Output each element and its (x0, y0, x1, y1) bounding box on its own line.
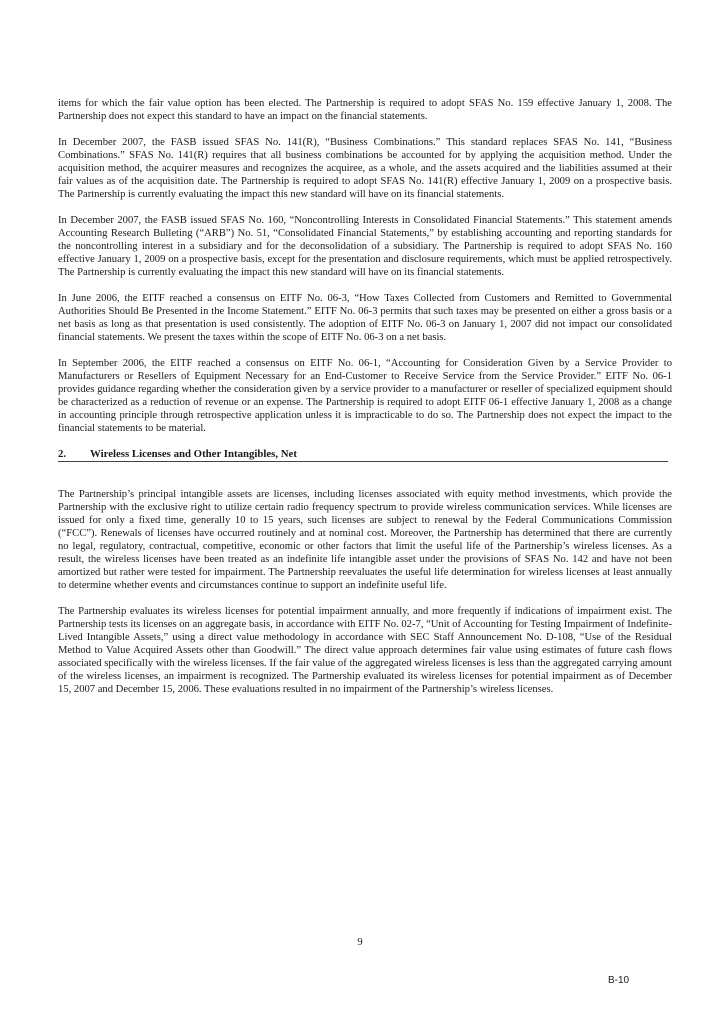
paragraph-fair-value-option: items for which the fair value option has been elected. The Partnership is required to adopt SFAS No. 159 effective January 1, 2008. The Partnership does not expect this standard to have an impact on the financial statements. (58, 98, 672, 122)
page-number: 9 (357, 937, 363, 948)
section-title: Wireless Licenses and Other Intangibles, Net (90, 448, 297, 460)
exhibit-reference: B-10 (608, 975, 630, 986)
section-number: 2. (58, 448, 67, 460)
paragraph-sfas-160: In December 2007, the FASB issued SFAS No. 160, “Noncontrolling Interests in Consolidated Financial Statements.” This statement amends Accounting Research Bulleting (“ARB”) No. 51, “Consolidated Financial Statements,” by establishing accounting and reporting standards for the noncontrolling interest in a subsidiary and for the deconsolidation of a subsidiary. The Partnership is required to adopt SFAS No. 160 effective January 1, 2009 on a prospective basis, except for the presentation and disclosure requirements, which must be applied retrospectively. The Partnership is currently evaluating the impact this new standard will have on its financial statements. (58, 215, 672, 278)
section-heading (58, 448, 668, 462)
paragraph-sfas-141r: In December 2007, the FASB issued SFAS No. 141(R), “Business Combinations.” This standard replaces SFAS No. 141, “Business Combinations.” SFAS No. 141(R) requires that all business combinations be accounted for by applying the acquisition method. Under the acquisition method, the acquirer measures and recognizes the acquiree, as a whole, and the assets acquired and the liabilities assumed at their fair values as of the acquisition date. The Partnership is required to adopt SFAS No. 141(R) effective January 1, 2009 on a prospective basis. The Partnership is currently evaluating the impact this new standard will have on its financial statements. (58, 137, 672, 200)
paragraph-eitf-06-1: In September 2006, the EITF reached a consensus on EITF No. 06-1, “Accounting for Consideration Given by a Service Provider to Manufacturers or Resellers of Equipment Necessary for an End-Customer to Receive Service from the Service Provider.” EITF No. 06-1 provides guidance regarding whether the consideration given by a service provider to a manufacturer or reseller of specialized equipment should be characterized as a reduction of revenue or an expense. The Partnership is required to adopt EITF 06-1 effective January 1, 2008 as a change in accounting principle through retrospective application unless it is impracticable to do so. The Partnership does not expect the impact to the financial statements to be material. (58, 358, 672, 434)
paragraph-impairment-evaluation: The Partnership evaluates its wireless licenses for potential impairment annually, and more frequently if indications of impairment exist. The Partnership tests its licenses on an aggregate basis, in accordance with EITF No. 02-7, “Unit of Accounting for Testing Impairment of Indefinite-Lived Intangible Assets,” using a direct value methodology in accordance with SEC Staff Announcement No. D-108, “Use of the Residual Method to Value Acquired Assets other than Goodwill.” The direct value approach determines fair value using estimates of future cash flows associated specifically with the wireless licenses. If the fair value of the aggregated wireless licenses is less than the aggregated carrying amount of the wireless licenses, an impairment is recognized. The Partnership evaluated its wireless licenses for potential impairment as of December 15, 2007 and December 15, 2006. These evaluations resulted in no impairment of the Partnership’s wireless licenses. (58, 606, 672, 695)
document-body (58, 97, 672, 709)
paragraph-intangible-assets: The Partnership’s principal intangible assets are licenses, including licenses associated with equity method investments, which provide the Partnership with the exclusive right to utilize certain radio frequency spectrum to provide wireless communication services. While licenses are issued for only a fixed time, generally 10 to 15 years, such licenses are subject to renewal by the Federal Communications Commission (“FCC”). Renewals of licenses have occurred routinely and at nominal cost. Moreover, the Partnership has determined that there are currently no legal, regulatory, contractual, competitive, economic or other factors that limit the useful life of the Partnership’s wireless licenses. As a result, the wireless licenses have been treated as an indefinite life intangible asset under the provisions of SFAS No. 142 and have not been amortized but rather were tested for impairment. The Partnership reevaluates the useful life determination for wireless licenses at least annually to determine whether events and circumstances continue to support an indefinite useful life. (58, 489, 672, 591)
paragraph-eitf-06-3: In June 2006, the EITF reached a consensus on EITF No. 06-3, “How Taxes Collected from Customers and Remitted to Governmental Authorities Should Be Presented in the Income Statement.” EITF No. 06-3 permits that such taxes may be presented on either a gross basis or a net basis as long as that presentation is used consistently. The adoption of EITF No. 06-3 on January 1, 2007 did not impact our consolidated financial statements. We present the taxes within the scope of EITF No. 06-3 on a net basis. (58, 293, 672, 343)
